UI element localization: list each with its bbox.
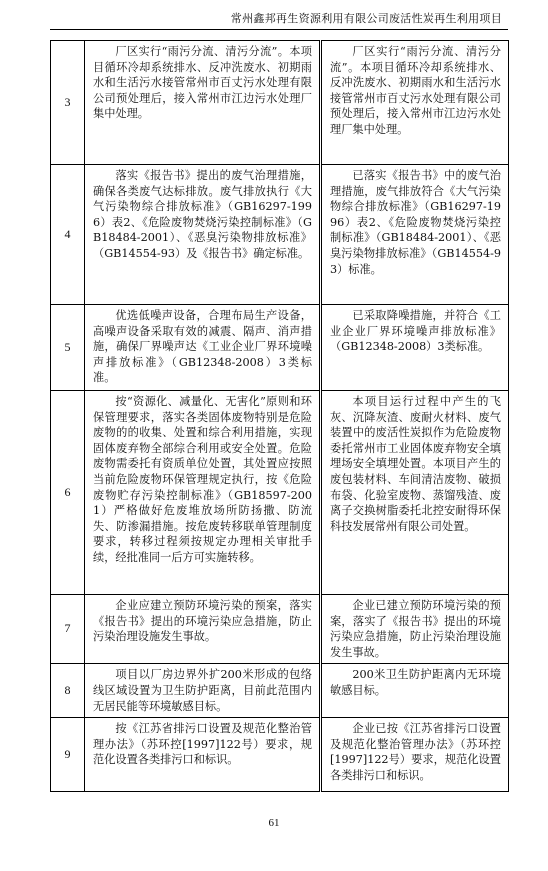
table-row — [51, 41, 509, 165]
status-cell: 厂区实行“雨污分流、清污分流”。本项目循环冷却系统排水、反冲洗废水、初期雨水和生活污水接管常州市百丈污水处理有限公司预处理后，接入常州市江边污水处理厂集中处理。 — [321, 41, 509, 165]
requirement-cell: 企业应建立预防环境污染的预案，落实《报告书》提出的环境污染应急措施，防止污染治理设施发生事故。 — [85, 595, 321, 664]
requirement-cell: 项目以厂房边界外扩200米形成的包络线区域设置为卫生防护距离，目前此范围内无居民能等环境敏感目标。 — [85, 664, 321, 718]
page-footer — [0, 817, 548, 829]
requirement-cell: 按“资源化、减量化、无害化”原则和环保管理要求，落实各类固体废物特别是危险废物的的收集、处置和综合利用措施，实现固体废弃物全部综合利用或安全处置。危险废物需委托有资质单位处置，其处置应按照当前危险废物环保管理规定执行，按《危险废物贮存污染控制标准》（GB18597-2001）严格做好危废堆放场所防扬撒、防流失、防渗漏措施。按危废转移联单管理制度要求，转移过程须按规定办理相关审批手续，经批准同一后方可实施转移。 — [85, 391, 321, 595]
requirement-cell: 优选低噪声设备，合理布局生产设备，高噪声设备采取有效的减震、隔声、消声措施，确保厂界噪声达《工业企业厂界环境噪声排放标准》（GB12348-2008）3类标准。 — [85, 305, 321, 391]
table-row — [51, 664, 509, 718]
status-cell: 本项目运行过程中产生的飞灰、沉降灰渣、废耐火材料、废气装置中的废活性炭拟作为危险废物委托常州市工业固体废弃物安全填埋场安全填埋处置。本项目产生的废包装材料、车间清洁废物、破损布袋、化验室废物、蒸馏残渣、废离子交换树脂委托北控安耐得环保科技发展常州有限公司处置。 — [321, 391, 509, 595]
table-row — [51, 718, 509, 792]
status-cell: 企业已按《江苏省排污口设置及规范化整治管理办法》（苏环控[1997]122号）要求，规范化设置各类排污口和标识。 — [321, 718, 509, 792]
requirement-cell: 厂区实行“雨污分流、清污分流”。本项目循环冷却系统排水、反冲洗废水、初期雨水和生活污水接管常州市百丈污水处理有限公司预处理后，接入常州市江边污水处理厂集中处理。 — [85, 41, 321, 165]
table-row — [51, 305, 509, 391]
requirement-cell: 按《江苏省排污口设置及规范化整治管理办法》（苏环控[1997]122号）要求，规范化设置各类排污口和标识。 — [85, 718, 321, 792]
status-cell: 企业已建立预防环境污染的预案，落实了《报告书》提出的环境污染应急措施，防止污染治理设施发生事故。 — [321, 595, 509, 664]
requirement-cell: 落实《报告书》提出的废气治理措施，确保各类废气达标排放。废气排放执行《大气污染物综合排放标准》（GB16297-1996）表2、《危险废物焚烧污染控制标准》（GB18484-2001）、《恶臭污染物排放标准》（GB14554-93）及《报告书》确定标准。 — [85, 165, 321, 305]
row-number: 8 — [51, 664, 85, 718]
header-title: 常州鑫邦再生资源利用有限公司废活性炭再生利用项目 — [230, 12, 502, 25]
row-number: 3 — [51, 41, 85, 165]
status-cell: 已落实《报告书》中的废气治理措施，废气排放符合《大气污染物综合排放标准》（GB16297-1996）表2、《危险废物焚烧污染控制标准》（GB18484-2001）、《恶臭污染物排放标准》（GB14554-93）标准。 — [321, 165, 509, 305]
status-cell: 已采取降噪措施，并符合《工业企业厂界环境噪声排放标准》（GB12348-2008）3类标准。 — [321, 305, 509, 391]
table-row — [51, 391, 509, 595]
status-cell: 200米卫生防护距离内无环境敏感目标。 — [321, 664, 509, 718]
row-number: 5 — [51, 305, 85, 391]
table-row — [51, 595, 509, 664]
page-header — [50, 10, 508, 30]
row-number: 7 — [51, 595, 85, 664]
row-number: 6 — [51, 391, 85, 595]
page-number: 61 — [268, 817, 280, 829]
table-row — [51, 165, 509, 305]
compliance-table — [50, 40, 509, 792]
row-number: 4 — [51, 165, 85, 305]
row-number: 9 — [51, 718, 85, 792]
